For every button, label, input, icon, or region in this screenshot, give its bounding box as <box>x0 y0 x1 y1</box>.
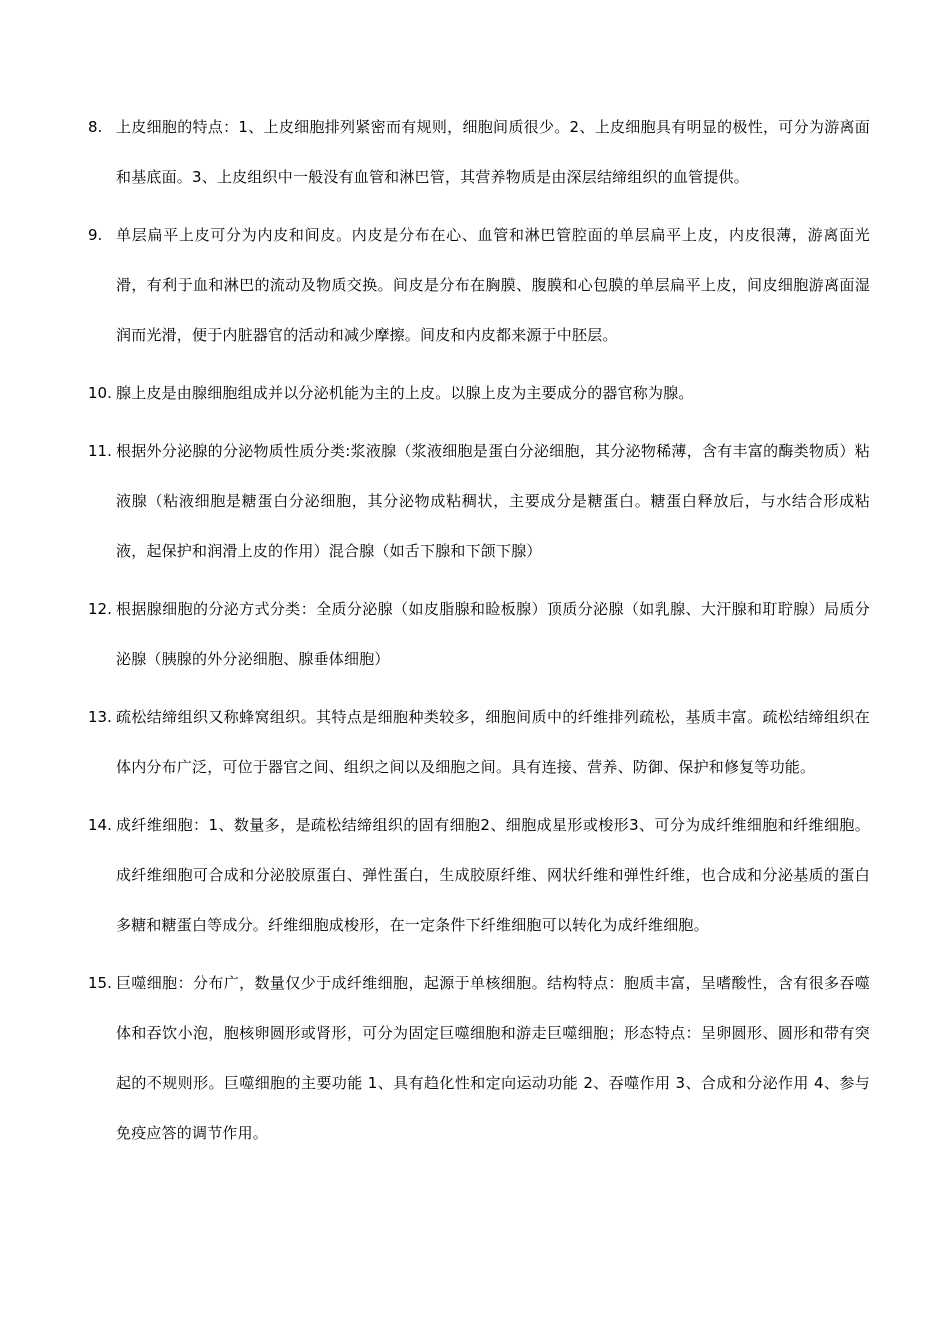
item-number: 14. <box>88 816 112 834</box>
list-item <box>88 592 870 684</box>
list-item <box>88 376 870 418</box>
list-item <box>88 808 870 950</box>
list-item <box>88 218 870 360</box>
item-number: 13. <box>88 708 112 726</box>
item-text: 根据外分泌腺的分泌物质性质分类:浆液腺（浆液细胞是蛋白分泌细胞，其分泌物稀薄，含有丰富的酶类物质）粘液腺（粘液细胞是糖蛋白分泌细胞，其分泌物成粘稠状，主要成分是糖蛋白。糖蛋白释放后，与水结合形成粘液，起保护和润滑上皮的作用）混合腺（如舌下腺和下颌下腺） <box>116 442 870 560</box>
list-item <box>88 700 870 792</box>
list-item <box>88 434 870 576</box>
item-number: 10. <box>88 384 112 402</box>
list-item <box>88 966 870 1158</box>
item-number: 15. <box>88 974 112 992</box>
item-text: 上皮细胞的特点：1、上皮细胞排列紧密而有规则，细胞间质很少。2、上皮细胞具有明显的极性，可分为游离面和基底面。3、上皮组织中一般没有血管和淋巴管，其营养物质是由深层结缔组织的血管提供。 <box>116 118 870 186</box>
item-number: 12. <box>88 600 112 618</box>
item-number: 11. <box>88 442 112 460</box>
item-text: 根据腺细胞的分泌方式分类：全质分泌腺（如皮脂腺和睑板腺）顶质分泌腺（如乳腺、大汗腺和耵聍腺）局质分泌腺（胰腺的外分泌细胞、腺垂体细胞） <box>116 600 870 668</box>
item-text: 疏松结缔组织又称蜂窝组织。其特点是细胞种类较多，细胞间质中的纤维排列疏松，基质丰富。疏松结缔组织在体内分布广泛，可位于器官之间、组织之间以及细胞之间。具有连接、营养、防御、保护和修复等功能。 <box>116 708 870 776</box>
item-text: 巨噬细胞：分布广，数量仅少于成纤维细胞，起源于单核细胞。结构特点：胞质丰富，呈嗜酸性，含有很多吞噬体和吞饮小泡，胞核卵圆形或肾形，可分为固定巨噬细胞和游走巨噬细胞；形态特点：呈卵圆形、圆形和带有突起的不规则形。巨噬细胞的主要功能 1、具有趋化性和定向运动功能 2、吞噬作用 3、合成和分泌作用 4、参与免疫应答的调节作用。 <box>116 974 870 1142</box>
item-text: 成纤维细胞：1、数量多，是疏松结缔组织的固有细胞2、细胞成星形或梭形3、可分为成纤维细胞和纤维细胞。成纤维细胞可合成和分泌胶原蛋白、弹性蛋白，生成胶原纤维、网状纤维和弹性纤维，也合成和分泌基质的蛋白多糖和糖蛋白等成分。纤维细胞成梭形，在一定条件下纤维细胞可以转化为成纤维细胞。 <box>116 816 870 934</box>
item-number: 8. <box>88 118 103 136</box>
item-number: 9. <box>88 226 103 244</box>
item-text: 腺上皮是由腺细胞组成并以分泌机能为主的上皮。以腺上皮为主要成分的器官称为腺。 <box>116 384 694 402</box>
list-item <box>88 110 870 202</box>
document-body <box>88 110 870 1174</box>
item-text: 单层扁平上皮可分为内皮和间皮。内皮是分布在心、血管和淋巴管腔面的单层扁平上皮，内皮很薄，游离面光滑，有利于血和淋巴的流动及物质交换。间皮是分布在胸膜、腹膜和心包膜的单层扁平上皮，间皮细胞游离面湿润而光滑，便于内脏器官的活动和减少摩擦。间皮和内皮都来源于中胚层。 <box>116 226 870 344</box>
